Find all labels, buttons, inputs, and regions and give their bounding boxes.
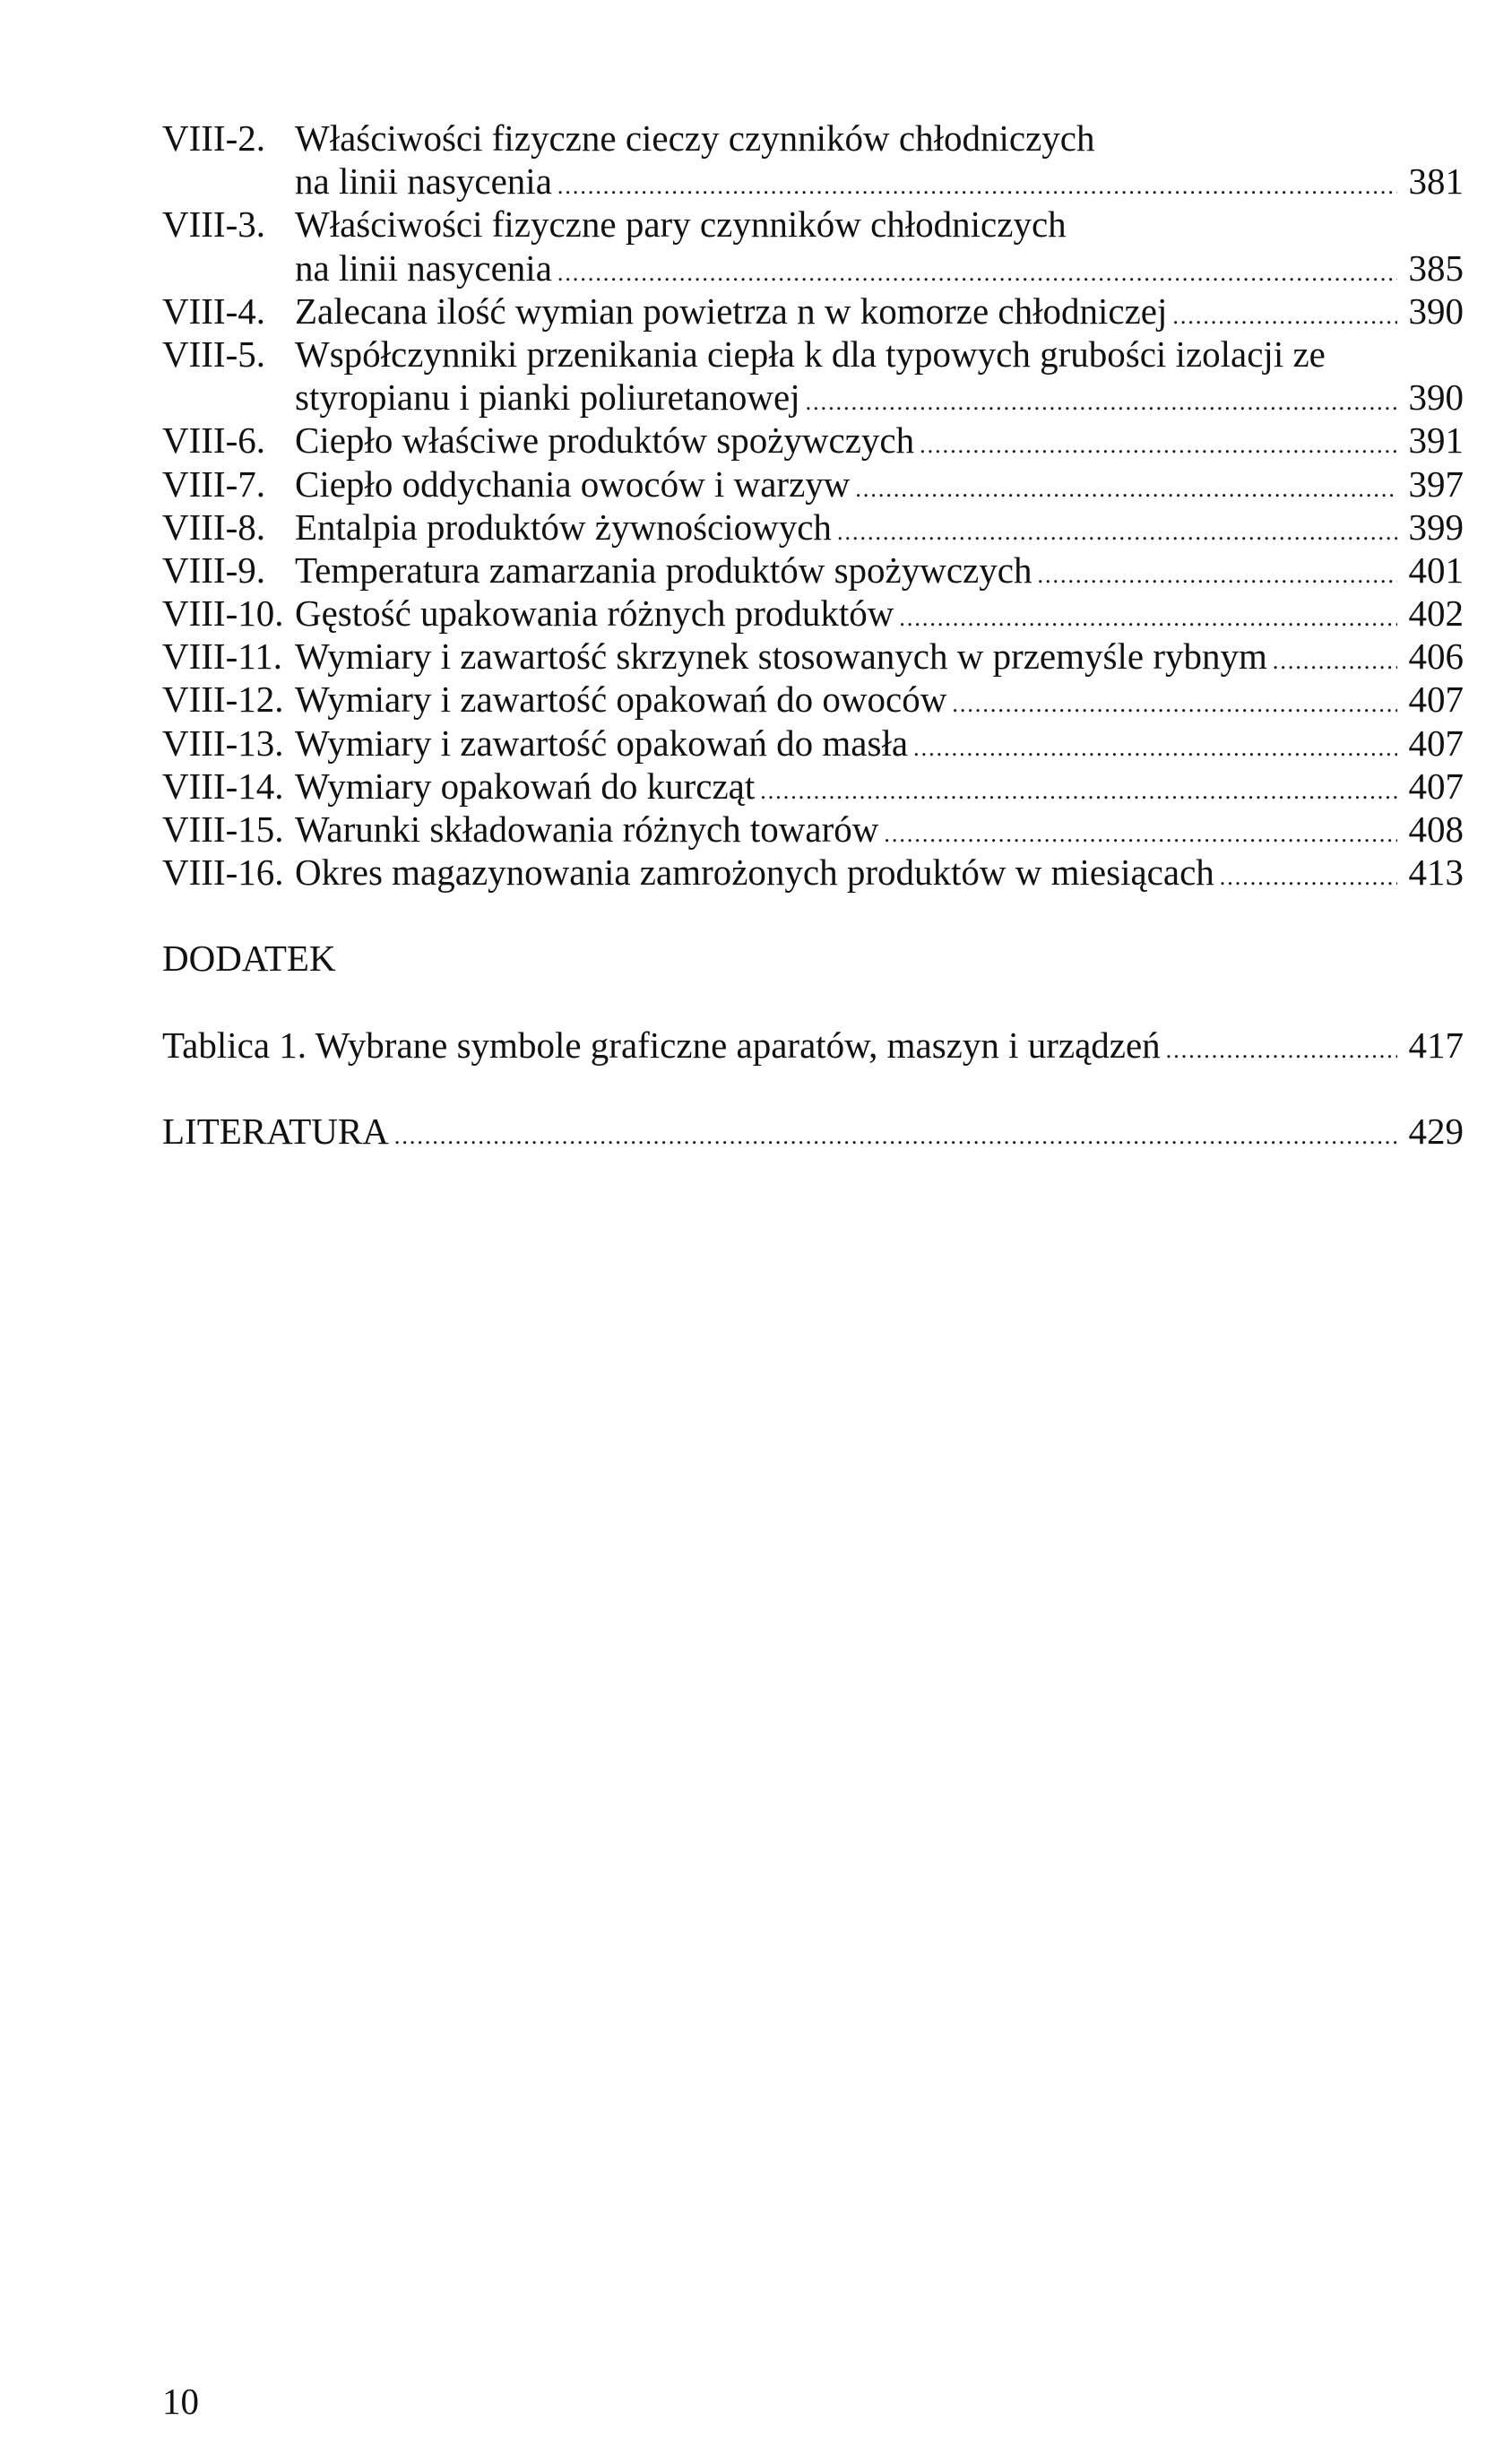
entry-page: 407 (1408, 722, 1464, 764)
spacer (162, 1067, 1464, 1110)
entry-page: 417 (1408, 1024, 1464, 1066)
entry-page: 406 (1408, 635, 1464, 678)
toc-entry (162, 851, 1464, 894)
entry-page: 397 (1408, 462, 1464, 505)
dot-leader (1220, 856, 1397, 899)
entry-number: VIII-11. (162, 635, 282, 678)
entry-number: VIII-16. (162, 851, 284, 894)
toc-entry (162, 765, 1464, 808)
toc-entry (162, 592, 1464, 635)
entry-title: na linii nasycenia (295, 160, 552, 203)
entry-title: Właściwości fizyczne cieczy czynników chłodniczych (295, 117, 1095, 159)
toc-entry (162, 290, 1464, 333)
dot-leader (913, 727, 1397, 770)
entry-title: Temperatura zamarzania produktów spożywczych (295, 549, 1032, 591)
dot-leader (394, 1115, 1397, 1158)
entry-page: 391 (1408, 419, 1464, 462)
entry-number: VIII-10. (162, 592, 284, 635)
toc-entry (162, 246, 1464, 290)
entry-page: 401 (1408, 549, 1464, 591)
toc-entry (162, 117, 1464, 160)
toc-entry (162, 419, 1464, 462)
dot-leader (884, 813, 1397, 856)
entry-number: VIII-3. (162, 203, 265, 246)
entry-page: 381 (1408, 160, 1464, 203)
toc-entry (162, 549, 1464, 592)
dot-leader (952, 683, 1397, 726)
entry-title: Wymiary i zawartość opakowań do owoców (295, 678, 947, 721)
appendix-heading: DODATEK (162, 938, 336, 980)
entry-title: Warunki składowania różnych towarów (295, 808, 879, 850)
entry-title: Wymiary i zawartość opakowań do masła (295, 722, 909, 764)
entry-page: 407 (1408, 678, 1464, 721)
entry-page: 413 (1408, 851, 1464, 894)
toc-entry (162, 506, 1464, 549)
dot-leader (855, 468, 1397, 511)
entry-title: LITERATURA (162, 1110, 389, 1152)
spacer (162, 894, 1464, 937)
toc-entry (162, 722, 1464, 765)
dot-leader (1037, 554, 1397, 597)
dot-leader (760, 770, 1397, 813)
entry-number: VIII-6. (162, 419, 265, 462)
dot-leader (920, 424, 1397, 467)
toc-entry (162, 635, 1464, 678)
entry-page: 390 (1408, 376, 1464, 419)
spacer (162, 981, 1464, 1024)
entry-title: Właściwości fizyczne pary czynników chłodniczych (295, 203, 1067, 246)
dot-leader (1172, 295, 1397, 338)
dot-leader (837, 511, 1397, 554)
entry-number: VIII-12. (162, 678, 284, 721)
entry-title: Tablica 1. Wybrane symbole graficzne aparatów, maszyn i urządzeń (162, 1024, 1161, 1066)
toc-entry (162, 1110, 1464, 1153)
toc-entry (162, 808, 1464, 851)
entry-number: VIII-7. (162, 462, 265, 505)
toc-entry (162, 376, 1464, 419)
entry-page: 399 (1408, 506, 1464, 548)
entry-title: Ciepło właściwe produktów spożywczych (295, 419, 915, 462)
entry-page: 390 (1408, 290, 1464, 332)
entry-title: Okres magazynowania zamrożonych produktów w miesiącach (295, 851, 1214, 894)
entry-page: 402 (1408, 592, 1464, 635)
toc-entry (162, 678, 1464, 721)
entry-number: VIII-15. (162, 808, 284, 850)
toc-entry (162, 160, 1464, 203)
toc-entry (162, 333, 1464, 376)
entry-title: Wymiary opakowań do kurcząt (295, 765, 756, 807)
entry-number: VIII-2. (162, 117, 265, 159)
entry-page: 385 (1408, 246, 1464, 289)
table-of-contents (162, 117, 1464, 1153)
entry-title: Zalecana ilość wymian powietrza n w komorze chłodniczej (295, 290, 1168, 332)
toc-entry (162, 1024, 1464, 1067)
entry-title: Wymiary i zawartość skrzynek stosowanych w przemyśle rybnym (295, 635, 1267, 678)
toc-entry (162, 203, 1464, 246)
entry-title: styropianu i pianki poliuretanowej (295, 376, 800, 419)
entry-page: 429 (1408, 1110, 1464, 1152)
entry-number: VIII-9. (162, 549, 265, 591)
dot-leader (899, 597, 1397, 640)
entry-title: Współczynniki przenikania ciepła k dla typowych grubości izolacji ze (295, 333, 1326, 375)
entry-number: VIII-13. (162, 722, 284, 764)
page-number: 10 (162, 2381, 199, 2422)
dot-leader (1273, 640, 1397, 683)
entry-number: VIII-5. (162, 333, 265, 375)
dot-leader (557, 252, 1397, 295)
entry-title: Gęstość upakowania różnych produktów (295, 592, 894, 635)
entry-number: VIII-4. (162, 290, 265, 332)
toc-entry (162, 462, 1464, 506)
entry-number: VIII-8. (162, 506, 265, 548)
entry-page: 407 (1408, 765, 1464, 807)
dot-leader (1166, 1029, 1397, 1072)
entry-title: na linii nasycenia (295, 246, 552, 289)
entry-title: Entalpia produktów żywnościowych (295, 506, 832, 548)
dot-leader (557, 165, 1397, 208)
entry-page: 408 (1408, 808, 1464, 850)
dot-leader (806, 381, 1397, 424)
entry-title: Ciepło oddychania owoców i warzyw (295, 462, 851, 505)
entry-number: VIII-14. (162, 765, 284, 807)
